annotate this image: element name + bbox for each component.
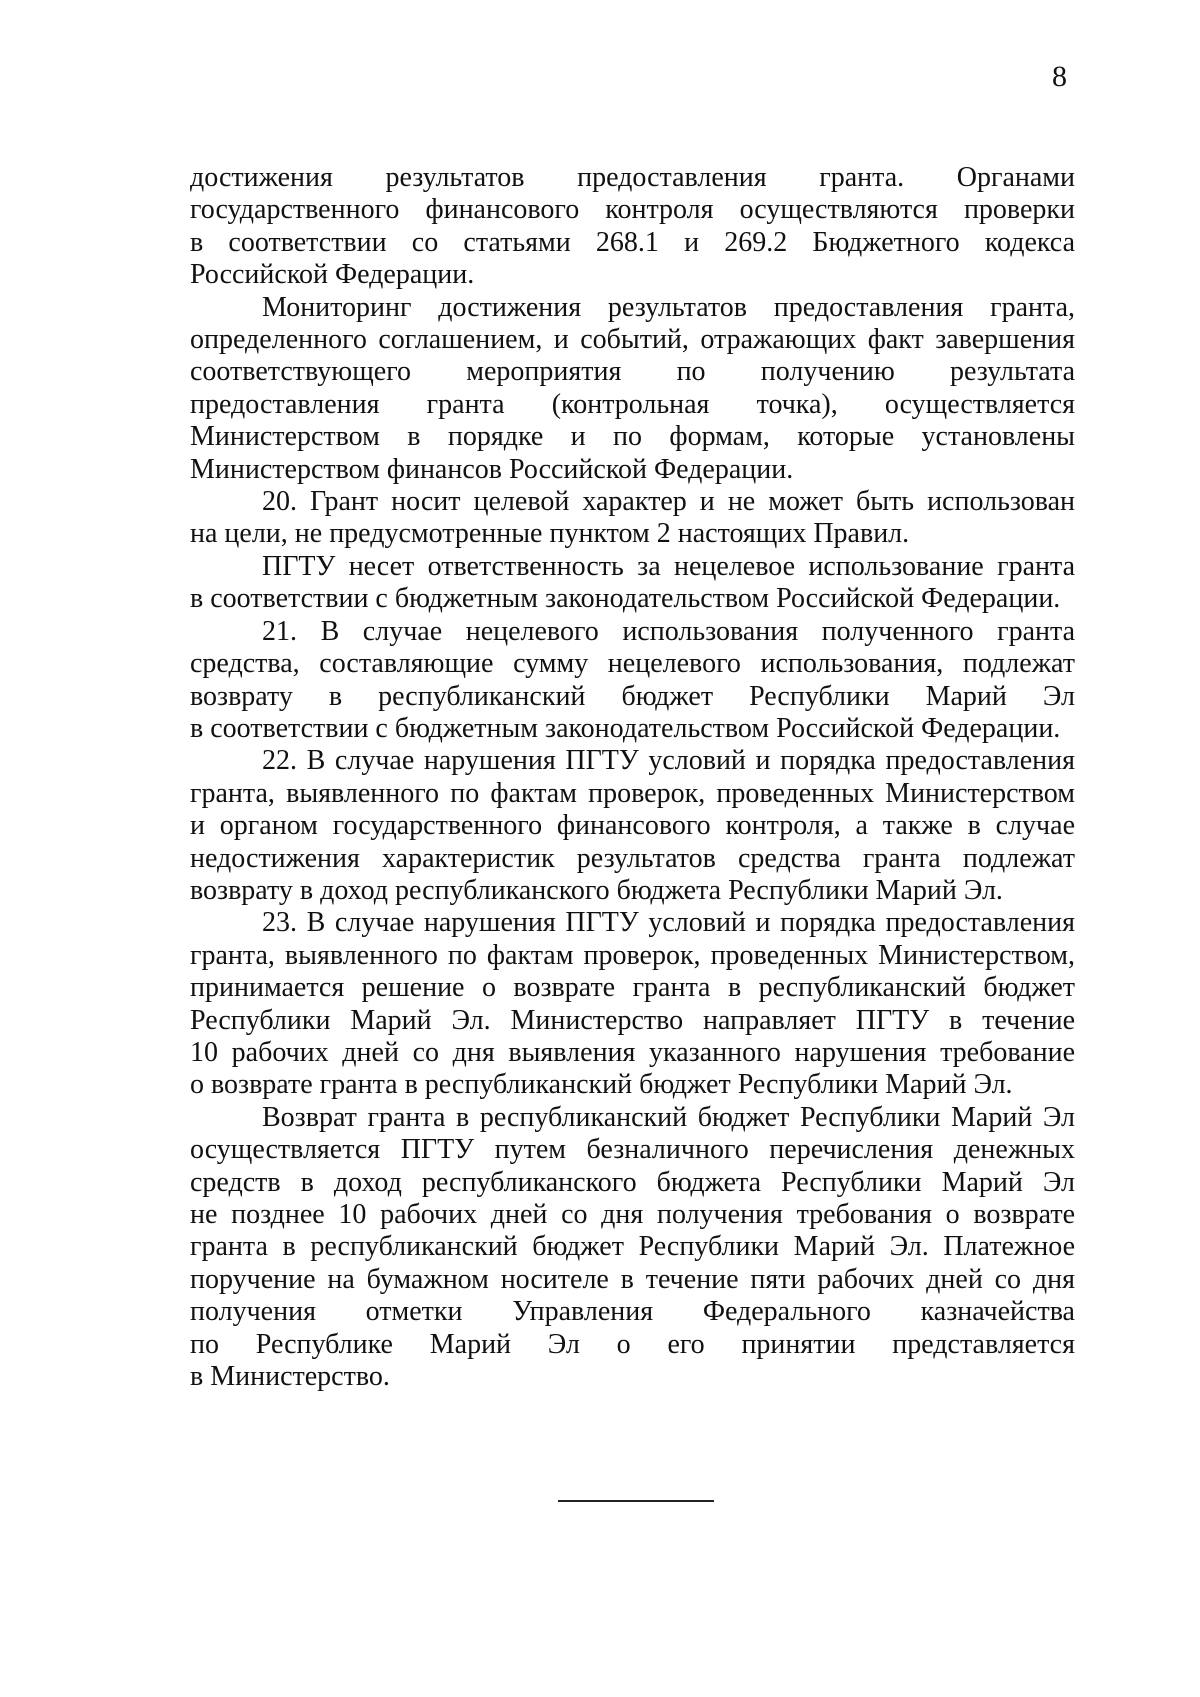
text-line: возврату в доход республиканского бюджета Республики Марий Эл. [190, 874, 1003, 906]
text-line: Республики Марий Эл. Министерство направляет ПГТУ в течение [190, 1004, 1075, 1036]
text-line: Возврат гранта в республиканский бюджет Республики Марий Эл [262, 1101, 1075, 1133]
text-line: Российской Федерации. [190, 259, 475, 291]
text-line: предоставления гранта (контрольная точка), осуществляется [190, 388, 1075, 420]
page-number: 8 [1052, 60, 1067, 93]
text-line: ПГТУ несет ответственность за нецелевое использование гранта [262, 550, 1075, 582]
text-line: получения отметки Управления Федерального казначейства [190, 1296, 1075, 1328]
paragraph [190, 292, 1075, 486]
text-line: в соответствии с бюджетным законодательством Российской Федерации. [190, 712, 1061, 744]
text-line: Мониторинг достижения результатов предоставления гранта, [262, 291, 1075, 323]
text-line: средства, составляющие сумму нецелевого использования, подлежат [190, 648, 1075, 680]
paragraph [190, 1102, 1075, 1394]
text-line: гранта, выявленного по фактам проверок, проведенных Министерством [190, 777, 1075, 809]
text-line: на цели, не предусмотренные пунктом 2 настоящих Правил. [190, 518, 910, 550]
text-line: средств в доход республиканского бюджета Республики Марий Эл [190, 1166, 1075, 1198]
text-line: Министерством финансов Российской Федерации. [190, 453, 794, 485]
text-line: гранта в республиканский бюджет Республики Марий Эл. Платежное [190, 1231, 1075, 1263]
text-line: соответствующего мероприятия по получению результата [190, 356, 1075, 388]
paragraph [190, 551, 1075, 616]
text-line: государственного финансового контроля осуществляются проверки [190, 194, 1075, 226]
text-line: и органом государственного финансового контроля, а также в случае [190, 810, 1075, 842]
text-line: недостижения характеристик результатов средства гранта подлежат [190, 842, 1075, 874]
text-line: достижения результатов предоставления гранта. Органами [190, 162, 1075, 193]
text-line: возврату в республиканский бюджет Республики Марий Эл [190, 680, 1075, 712]
text-line: о возврате гранта в республиканский бюджет Республики Марий Эл. [190, 1069, 1013, 1101]
text-line: в соответствии со статьями 268.1 и 269.2 Бюджетного кодекса [190, 226, 1075, 258]
end-of-document-rule [558, 1500, 714, 1502]
paragraph [190, 745, 1075, 907]
paragraph [190, 162, 1075, 292]
text-line: 22. В случае нарушения ПГТУ условий и порядка предоставления [262, 745, 1075, 777]
text-line: принимается решение о возврате гранта в республиканский бюджет [190, 972, 1075, 1004]
text-line: осуществляется ПГТУ путем безналичного перечисления денежных [190, 1134, 1075, 1166]
text-line: 23. В случае нарушения ПГТУ условий и порядка предоставления [262, 907, 1075, 939]
text-line: определенного соглашением, и событий, отражающих факт завершения [190, 324, 1075, 356]
text-line: в соответствии с бюджетным законодательством Российской Федерации. [190, 583, 1061, 615]
text-line: по Республике Марий Эл о его принятии представляется [190, 1328, 1075, 1360]
paragraph [190, 616, 1075, 746]
text-line: поручение на бумажном носителе в течение пяти рабочих дней со дня [190, 1263, 1075, 1295]
document-body [190, 162, 1075, 1393]
text-line: 21. В случае нецелевого использования полученного гранта [262, 615, 1075, 647]
text-line: Министерством в порядке и по формам, которые установлены [190, 421, 1075, 453]
paragraph [190, 907, 1075, 1101]
text-line: 20. Грант носит целевой характер и не может быть использован [262, 486, 1075, 518]
text-line: 10 рабочих дней со дня выявления указанного нарушения требование [190, 1036, 1075, 1068]
text-line: в Министерство. [190, 1361, 390, 1393]
paragraph [190, 486, 1075, 551]
text-line: не позднее 10 рабочих дней со дня получения требования о возврате [190, 1199, 1075, 1230]
text-line: гранта, выявленного по фактам проверок, проведенных Министерством, [190, 939, 1075, 971]
